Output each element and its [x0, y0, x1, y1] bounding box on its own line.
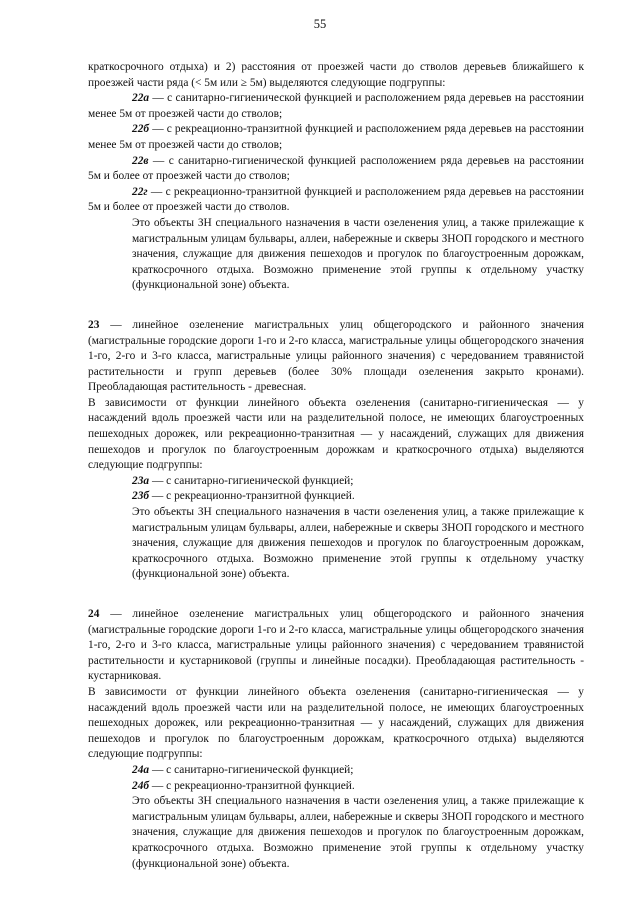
subgroup-text: — с санитарно-гигиенической функцией;	[149, 474, 354, 487]
subgroup-22a	[88, 91, 584, 122]
subgroup-22v	[88, 154, 584, 185]
section-number: 23	[88, 318, 100, 331]
subgroup-text: — с санитарно-гигиенической функцией;	[149, 763, 354, 776]
section-number: 24	[88, 608, 100, 620]
section-23-closing: Это объекты ЗН специального назначения в части озеленения улиц, а также прилежащие к магистральным улицам бульвары, аллеи, набережные и скверы ЗНОП городского и местного значения, служащие для движения пешеходов и прогулок по благоустроенным дорожкам, краткосрочного отдыха. Возможно применение этой группы к отдельному участку (функциональной зоне) объекта.	[132, 506, 584, 581]
section-24-lead	[88, 607, 584, 685]
subgroup-code: 24б	[132, 779, 150, 792]
subgroup-text: — с санитарно-гигиенической функцией расположением ряда деревьев на расстоянии 5м и более от проезжей части до стволов;	[88, 154, 584, 183]
subgroup-24a	[88, 763, 584, 779]
page-body	[88, 60, 584, 872]
subgroup-text: — с рекреационно-транзитной функцией и расположением ряда деревьев на расстоянии 5м и более от проезжей части до стволов.	[88, 185, 584, 214]
section-24-function: В зависимости от функции линейного объекта озеленения (санитарно-гигиеническая — у насаждений вдоль проезжей части или на разделительной полосе, не имеющих благоустроенных пешеходных дорожек, или рекреационно-транзитная — у насаждений, служащих для движения пешеходов и прогулок по благоустроенным дорожкам, краткосрочного отдыха) выделяются следующие подгруппы:	[88, 685, 584, 761]
subgroup-code: 23б	[132, 490, 150, 503]
intro-continuation-text: краткосрочного отдыха) и 2) расстояния от проезжей части до стволов деревьев ближайшего к проезжей части ряда (< 5м или ≥ 5м) выделяются следующие подгруппы:	[88, 61, 584, 89]
subgroup-text: — с рекреационно-транзитной функцией и расположением ряда деревьев на расстоянии менее 5м от проезжей части до стволов;	[88, 123, 584, 151]
section-lead-text: — линейное озеленение магистральных улиц общегородского и районного значения (магистральные городские дороги 1-го и 2-го класса, магистральные улицы общегородского значения 1-го, 2-го и 3-го класса, магистральные улицы районного значения) с чередованием травянистой растительности и кустарниковой (группы и линейные посадки). Преобладающая растительность - кустарниковая.	[88, 608, 584, 683]
subgroup-text: — с рекреационно-транзитной функцией.	[149, 490, 355, 503]
subgroup-text: — с рекреационно-транзитной функцией.	[149, 779, 355, 792]
subgroup-code: 24а	[132, 763, 150, 776]
subgroup-code: 22б	[132, 123, 150, 136]
section-22-continuation	[88, 60, 584, 294]
subgroup-code: 22г	[132, 185, 148, 198]
subgroup-code: 22в	[132, 154, 149, 167]
subgroup-22b	[88, 122, 584, 153]
section-24	[88, 607, 584, 872]
subgroup-23a	[88, 474, 584, 490]
subgroup-text: — с санитарно-гигиенической функцией и расположением ряда деревьев на расстоянии менее 5м от проезжей части до стволов;	[88, 92, 584, 120]
section-22-closing: Это объекты ЗН специального назначения в части озеленения улиц, а также прилежащие к магистральным улицам бульвары, аллеи, набережные и скверы ЗНОП городского и местного значения, служащие для движения пешеходов и прогулок по благоустроенным дорожкам, краткосрочного отдыха. Возможно применение этой группы к отдельному участку (функциональной зоне) объекта.	[132, 216, 584, 292]
section-23-function: В зависимости от функции линейного объекта озеленения (санитарно-гигиеническая — у насаждений вдоль проезжей части или на разделительной полосе, не имеющих благоустроенных пешеходных дорожек, или рекреационно-транзитная — у насаждений, служащих для движения пешеходов и прогулок по благоустроенным дорожкам и краткосрочного отдыха) выделяются следующие подгруппы:	[88, 396, 584, 472]
subgroup-23b	[88, 489, 584, 505]
subgroup-24b	[88, 779, 584, 795]
section-lead-text: — линейное озеленение магистральных улиц общегородского и районного значения (магистральные городские дороги 1-го и 2-го класса, магистральные улицы общегородского значения 1-го, 2-го и 3-го класса, магистральные улицы районного значения) с чередованием травянистой растительности и групп деревьев (более 30% площади озеленения закрыто кронами). Преобладающая растительность - древесная.	[88, 318, 584, 394]
subgroup-code: 23а	[132, 474, 150, 487]
page-number: 55	[313, 17, 327, 31]
section-23	[88, 318, 584, 583]
subgroup-code: 22а	[132, 92, 150, 105]
section-23-lead	[88, 318, 584, 396]
subgroup-22g	[88, 185, 584, 216]
section-24-closing: Это объекты ЗН специального назначения в части озеленения улиц, а также прилежащие к магистральным улицам бульвары, аллеи, набережные и скверы ЗНОП городского и местного значения, служащие для движения пешеходов и прогулок по благоустроенным дорожкам, краткосрочного отдыха. Возможно применение этой группы к отдельному участку (функциональной зоне) объекта.	[132, 795, 584, 870]
